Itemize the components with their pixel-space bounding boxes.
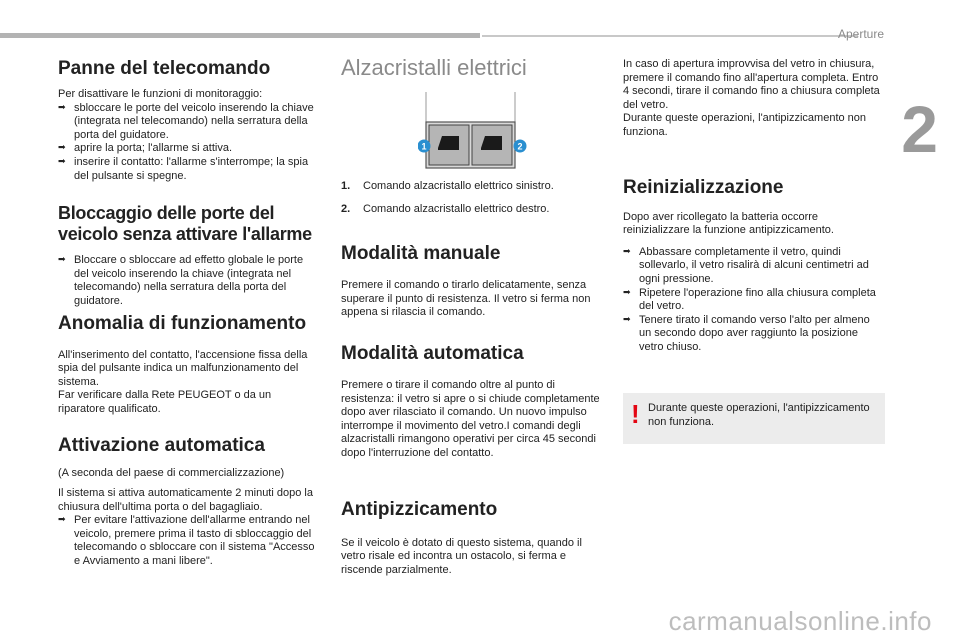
watermark: carmanualsonline.info <box>668 606 932 636</box>
chapter-number: 2 <box>901 92 938 166</box>
list-item: ➡ aprire la porta; l'allarme si attiva. <box>58 142 232 155</box>
legend-item-2: 2. Comando alzacristallo elettrico destro. <box>341 202 550 215</box>
heading-alzacristalli: Alzacristalli elettrici <box>341 55 527 80</box>
anomalia-text: All'inserimento del contatto, l'accensione fissa della spia del pulsante indica un malfunzionamento del sistema. <box>58 348 308 388</box>
heading-manuale: Modalità manuale <box>341 243 501 265</box>
bullet-icon: ➡ <box>58 156 66 167</box>
window-switch-figure <box>418 92 530 170</box>
column-middle-body <box>341 180 603 577</box>
reinizializzazione-text: Dopo aver ricollegato la batteria occorre reinizializzare la funzione antipizzicamento. <box>623 210 834 237</box>
bullet-icon: ➡ <box>623 246 631 257</box>
column-middle <box>341 52 603 81</box>
attivazione-note: (A seconda del paese di commercializzazione) <box>58 466 285 479</box>
list-item: ➡ Abbassare completamente il vetro, quindi sollevarlo, il vetro risalirà di alcuni centimetri ad ogni pressione. <box>623 245 869 285</box>
warning-box <box>623 393 885 444</box>
heading-anomalia: Anomalia di funzionamento <box>58 312 307 334</box>
list-item: ➡ Tenere tirato il comando verso l'alto per almeno un secondo dopo aver raggiunto la posizione vetro chiuso. <box>623 313 870 353</box>
list-item: ➡ Bloccare o sbloccare ad effetto globale le porte del veicolo inserendo la chiave (integrata nel telecomando) nella serratura della porta del guidatore. <box>58 254 304 307</box>
column-right <box>623 58 885 355</box>
panne-intro: Per disattivare le funzioni di monitoraggio: <box>58 88 263 100</box>
bullet-icon: ➡ <box>58 102 66 113</box>
heading-attivazione: Attivazione automatica <box>58 434 265 456</box>
list-item: ➡ inserire il contatto: l'allarme s'interrompe; la spia del pulsante si spegne. <box>58 155 309 182</box>
section-label: Aperture <box>837 27 884 41</box>
column-left <box>58 52 320 569</box>
bullet-icon: ➡ <box>58 515 66 526</box>
automatica-text: Premere o tirare il comando oltre al punto di resistenza: il vetro si apre o si chiude completamente dopo aver rilasciato il comando. Un nuovo impulso interrompe il movimento del vetro.I comandi degli alzacristalli rimangono operativi per circa 45 secondi dopo l'interruzione del contatto. <box>341 378 600 459</box>
bullet-icon: ➡ <box>58 143 66 154</box>
intro-text-2: Durante queste operazioni, l'antipizzicamento non funziona. <box>623 112 867 138</box>
bullet-icon: ➡ <box>623 314 631 325</box>
warning-icon: ! <box>631 399 640 429</box>
bullet-icon: ➡ <box>58 255 66 266</box>
window-switch-illustration <box>418 92 530 170</box>
intro-text: In caso di apertura improvvisa del vetro in chiusura, premere il comando fino all'apertura completa. Entro 4 secondi, tirare il comando fino a chiusura completa del vetro. <box>623 58 880 111</box>
callout-1 <box>418 140 431 153</box>
list-item: ➡ Per evitare l'attivazione dell'allarme entrando nel veicolo, premere prima il tasto di sbloccaggio del telecomando o sbloccare con il sistema "Accesso e Avviamento a mani libere". <box>58 514 315 568</box>
list-item: ➡ sbloccare le porte del veicolo inserendo la chiave (integrata nel telecomando) nella serratura della porta del guidatore. <box>58 101 314 141</box>
heading-panne: Panne del telecomando <box>58 58 271 79</box>
legend-item-1: 1. Comando alzacristallo elettrico sinistro. <box>341 180 554 192</box>
heading-bloccaggio: Bloccaggio delle porte del veicolo senza attivare l'allarme <box>58 203 312 245</box>
callout-2 <box>514 140 527 153</box>
anomalia-text-2: Far verificare dalla Rete PEUGEOT o da un riparatore qualificato. <box>58 389 272 415</box>
header-bar <box>0 33 480 38</box>
manuale-text: Premere il comando o tirarlo delicatamente, senza superare il punto di resistenza. Il vetro si ferma non appena si rilascia il comando. <box>341 279 591 319</box>
antipizzicamento-text: Se il veicolo è dotato di questo sistema, quando il vetro risale ed incontra un ostacolo, si ferma e riscende parzialmente. <box>341 536 582 576</box>
warning-text: Durante queste operazioni, l'antipizzicamento non funziona. <box>648 402 870 428</box>
heading-automatica: Modalità automatica <box>341 342 524 364</box>
bullet-icon: ➡ <box>623 287 631 298</box>
header-rule <box>482 35 858 37</box>
heading-reinizializzazione: Reinizializzazione <box>623 176 784 198</box>
list-item: ➡ Ripetere l'operazione fino alla chiusura completa del vetro. <box>623 286 876 313</box>
heading-antipizzicamento: Antipizzicamento <box>341 498 498 520</box>
svg-text:1: 1 <box>421 141 427 152</box>
svg-text:2: 2 <box>517 141 523 152</box>
attivazione-text: Il sistema si attiva automaticamente 2 minuti dopo la chiusura dell'ultima porta o del bagagliaio. <box>58 487 313 513</box>
